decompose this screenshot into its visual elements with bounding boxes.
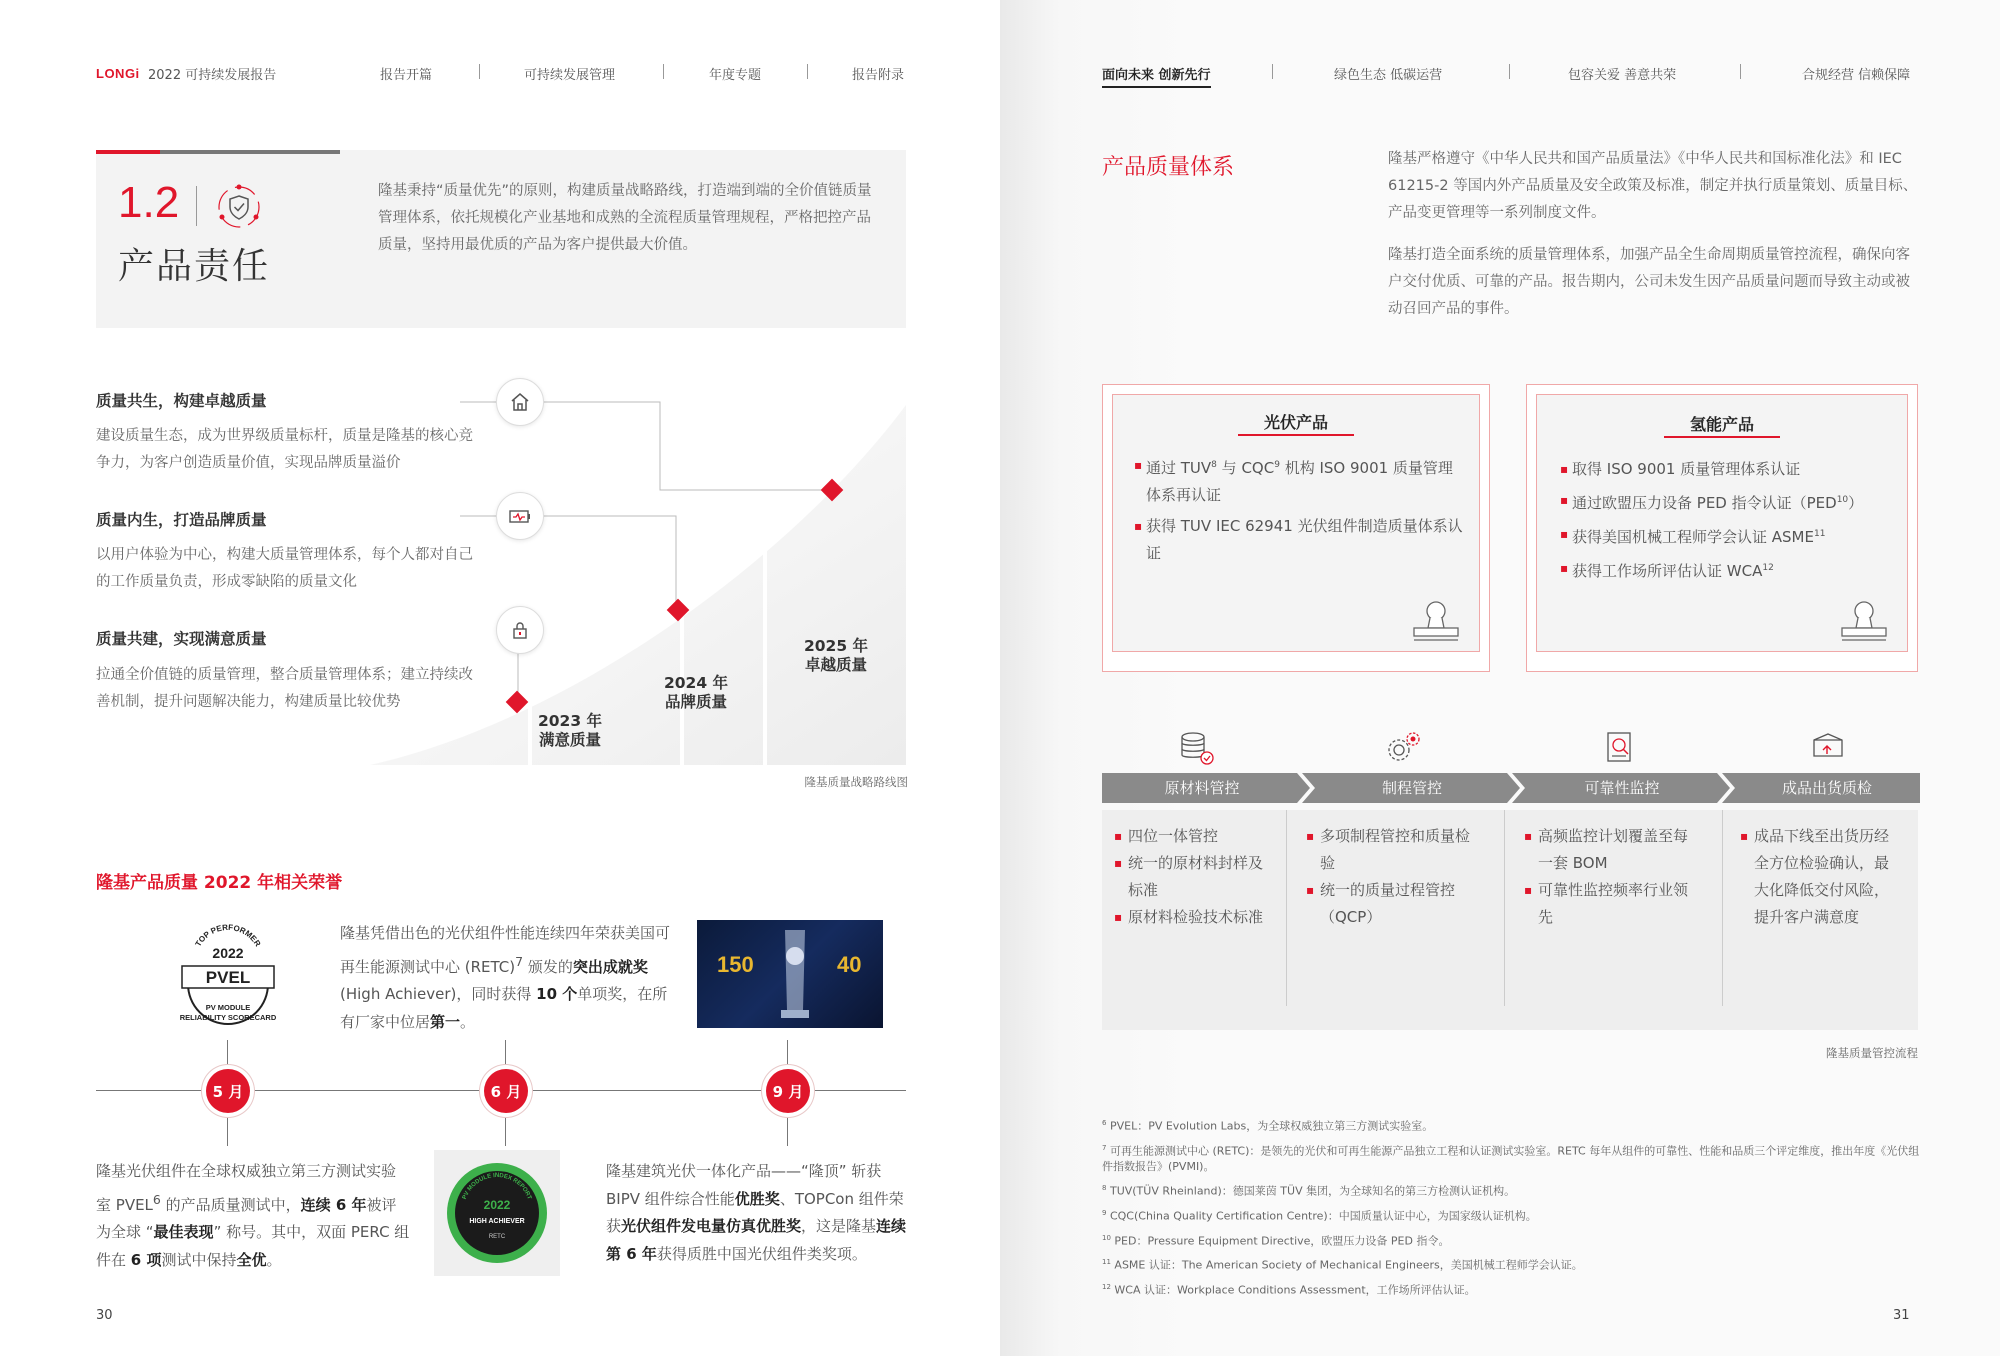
- footnote-text: ASME 认证：The American Society of Mechanical Engineers，美国机械工程师学会认证。: [1114, 1258, 1583, 1272]
- footnote-number: 8: [1102, 1184, 1107, 1193]
- quality-system-para1: 隆基严格遵守《中华人民共和国产品质量法》《中华人民共和国标准化法》和 IEC 61215-2 等国内外产品质量及安全政策及标准，制定并执行质量策划、质量目标、产品变更管理等一系列制度文件。: [1388, 151, 1918, 221]
- highlight-text: 连续第 6 年: [606, 1217, 907, 1263]
- footnote-text: PVEL：PV Evolution Labs，为全球权威独立第三方测试实验室。: [1109, 1119, 1434, 1133]
- highlight-text: 最佳表现: [153, 1223, 214, 1241]
- process-item: ▪ 四位一体管控: [1114, 823, 1274, 850]
- certificate-stamp-icon: [1410, 598, 1462, 648]
- nav-inclusive-care[interactable]: 包容关爱 善意共荣: [1568, 68, 1677, 83]
- process-item: ▪ 原材料检验技术标准: [1114, 904, 1274, 931]
- process-item: ▪ 高频监控计划覆盖至每一套 BOM: [1524, 823, 1694, 877]
- footnote-ref: 9: [1274, 460, 1280, 470]
- cert-list: [1562, 456, 1892, 585]
- inspection-icon: [1600, 728, 1640, 768]
- process-item: ▪ 统一的质量过程管控（QCP）: [1306, 877, 1476, 931]
- nav-separator: [1509, 64, 1510, 79]
- page-number-right: 31: [1893, 1308, 1910, 1323]
- text-segment: 。: [266, 1250, 282, 1269]
- footnote-ref: 11: [1813, 529, 1826, 539]
- text-segment: 隆基凭借出色的光伏组件性能连续四年荣获美国可再生能源测试中心 (RETC): [340, 924, 671, 976]
- process-step-label: 制程管控: [1381, 779, 1442, 797]
- footnote-ref: 7: [515, 953, 524, 969]
- process-step-label: 可靠性监控: [1584, 779, 1660, 797]
- cert-item: [1562, 555, 1892, 585]
- section-divider: [196, 186, 197, 226]
- section-intro: 隆基秉持“质量优先”的原则，构建质量战略路线，打造端到端的全价值链质量管理体系，依托规模化产业基地和成熟的全流程质量管理规程，严格把控产品质量，坚持用最优质的产品为客户提供最大价值。: [378, 183, 872, 253]
- footnote-number: 7: [1102, 1143, 1107, 1152]
- text-segment: 获得工作场所评估认证 WCA: [1572, 562, 1763, 580]
- text-segment: 通过 TUV: [1146, 459, 1212, 477]
- footnote-number: 9: [1102, 1208, 1107, 1217]
- footnote-text: TUV(TÜV Rheinland)：德国莱茵 TÜV 集团，为全球知名的第三方检测认证机构。: [1109, 1184, 1516, 1198]
- text-segment: ” 称号。其中，双面 PERC 组件在: [96, 1223, 410, 1269]
- highlight-text: 突出成就奖: [572, 957, 648, 976]
- section-accent-bar-gray: [160, 150, 340, 154]
- footnote-number: 12: [1102, 1282, 1111, 1291]
- nav-innovation[interactable]: 面向未来 创新先行: [1102, 64, 1211, 88]
- highlight-text: 全优: [236, 1250, 267, 1269]
- cert-item: [1562, 487, 1892, 517]
- column-separator: [1722, 810, 1723, 1006]
- roadmap-caption: 隆基质量战略路线图: [804, 775, 908, 789]
- month-badge-may: 5 月: [206, 1069, 250, 1113]
- text-segment: 获得美国机械工程师学会认证 ASME: [1572, 528, 1814, 546]
- footnote-ref: 8: [1211, 460, 1217, 470]
- process-step-items: [1114, 823, 1274, 931]
- pvel-badge-sub2: RELIABILITY SCORECARD: [179, 1013, 277, 1022]
- principle-body: 拉通全价值链的质量管理，整合质量管理体系；建立持续改善机制，提升问题解决能力，构建质量比较优势: [96, 667, 473, 710]
- quality-system-title: 产品质量体系: [1102, 155, 1235, 180]
- report-title: 2022 可持续发展报告: [148, 68, 277, 83]
- footnote-ref: 6: [152, 1191, 161, 1207]
- honor-september-text: [606, 1158, 910, 1268]
- text-segment: 与 CQC: [1216, 459, 1275, 477]
- process-item: ▪ 可靠性监控频率行业领先: [1524, 877, 1694, 931]
- nav-report-appendix[interactable]: 报告附录: [852, 68, 905, 83]
- text-segment: 被评为全球 “: [96, 1195, 397, 1241]
- timeline-connector: [505, 1114, 506, 1146]
- pvel-badge-sub1: PV MODULE: [205, 1003, 251, 1012]
- process-step-items: [1740, 823, 1900, 931]
- roadmap-year-label: 品牌质量: [664, 693, 727, 711]
- highlight-text: 第一: [430, 1012, 461, 1031]
- process-item: ▪ 成品下线至出货历经全方位检验确认，最大化降低交付风险，提升客户满意度: [1740, 823, 1900, 931]
- section-accent-bar: [96, 150, 160, 154]
- roadmap-year: 2025 年: [803, 637, 869, 655]
- nav-report-opening[interactable]: 报告开篇: [380, 68, 433, 83]
- nav-separator: [1740, 64, 1741, 79]
- roadmap-year-label: 卓越质量: [804, 656, 867, 674]
- footnote-text: PED：Pressure Equipment Directive，欧盟压力设备 PED 指令。: [1114, 1234, 1450, 1248]
- principle-title: 质量共建，实现满意质量: [96, 630, 267, 648]
- column-separator: [1286, 810, 1287, 1006]
- nav-separator: [807, 64, 808, 79]
- footnote: [1102, 1140, 1922, 1176]
- footnote-ref: 12: [1762, 563, 1774, 573]
- cert-item: ▪ 取得 ISO 9001 质量管理体系认证: [1562, 456, 1892, 483]
- text-segment: 隆基光伏组件在全球权威独立第三方测试实验室 PVEL: [96, 1162, 397, 1214]
- principle-body: 建设质量生态，成为世界级质量标杆，质量是隆基的核心竞争力，为客户创造质量价值，实现品牌质量溢价: [96, 428, 473, 471]
- text-segment: 颁发的: [523, 957, 573, 976]
- footnote-ref: 10: [1836, 495, 1849, 505]
- process-step-items: [1306, 823, 1476, 931]
- cert-title-underline: [1238, 434, 1354, 436]
- month-badge-september: 9 月: [766, 1069, 810, 1113]
- nav-separator: [663, 64, 664, 79]
- certificate-stamp-icon: [1838, 598, 1890, 648]
- highlight-text: 10 个: [536, 985, 578, 1003]
- footnote: [1102, 1230, 1922, 1250]
- longi-logo: LONGi: [96, 66, 140, 81]
- cert-title-underline: [1664, 436, 1780, 438]
- nav-annual-topic[interactable]: 年度专题: [709, 68, 762, 83]
- footnote-number: 11: [1102, 1258, 1111, 1267]
- text-segment: ，这是隆基: [801, 1217, 877, 1235]
- nav-compliance[interactable]: 合规经营 信赖保障: [1802, 68, 1911, 83]
- process-caption: 隆基质量管控流程: [1826, 1046, 1918, 1060]
- footnotes: [1102, 1115, 1922, 1299]
- database-icon: [1176, 728, 1216, 768]
- gears-icon: [1384, 728, 1424, 768]
- process-step-label: 原材料管控: [1164, 779, 1240, 797]
- text-segment: 。: [460, 1012, 476, 1031]
- section-number: 1.2: [118, 178, 180, 227]
- nav-separator: [479, 64, 480, 79]
- quality-shield-icon: [212, 180, 266, 234]
- nav-green-ecology[interactable]: 绿色生态 低碳运营: [1334, 68, 1443, 83]
- footnote-text: 可再生能源测试中心 (RETC)：是领先的光伏和可再生能源产品独立工程和认证测试实验室。RETC 每年从组件的可靠性、性能和品质三个评定维度，推出年度《光伏组件指数报告》(PVMI)。: [1102, 1144, 1920, 1174]
- battery-icon: [496, 492, 544, 540]
- text-segment: 、TOPCon 组件荣获: [606, 1189, 904, 1235]
- process-flow-labels: [1102, 773, 1922, 803]
- text-segment: 通过欧盟压力设备 PED 指令认证（PED: [1572, 494, 1837, 512]
- text-segment: (High Achiever)，同时获得: [340, 985, 537, 1003]
- page-number-left: 30: [96, 1308, 113, 1323]
- retc-badge-top-text: PV MODULE INDEX REPORT: [461, 1172, 533, 1201]
- text-segment: 隆基建筑光伏一体化产品——“隆顶” 斩获 BIPV 组件综合性能: [606, 1162, 882, 1208]
- trophy-number-right: 40: [837, 952, 862, 977]
- roadmap-year: 2024 年: [663, 674, 729, 692]
- cert-title: 光伏产品: [1263, 413, 1328, 432]
- trophy-number-left: 150: [717, 952, 754, 977]
- pvel-badge: [160, 920, 296, 1030]
- retc-badge-org: RETC: [488, 1234, 506, 1240]
- footnote: [1102, 1180, 1922, 1200]
- footnote-number: 6: [1102, 1119, 1107, 1127]
- footnote-text: WCA 认证：Workplace Conditions Assessment，工作场所评估认证。: [1114, 1283, 1476, 1297]
- footnote: [1102, 1115, 1922, 1135]
- timeline-connector: [787, 1114, 788, 1146]
- retc-badge: [434, 1150, 560, 1276]
- retc-badge-year: 2022: [483, 1198, 511, 1212]
- cert-item: [1136, 452, 1466, 509]
- home-icon: [496, 378, 544, 426]
- cert-item: [1562, 521, 1892, 551]
- quality-system-para2: 隆基打造全面系统的质量管理体系，加强产品全生命周期质量管控流程，确保向客户交付优质、可靠的产品。报告期内，公司未发生因产品质量问题而导致主动或被动召回产品的事件。: [1388, 247, 1910, 317]
- process-item: ▪ 统一的原材料封样及标准: [1114, 850, 1274, 904]
- month-badge-june: 6 月: [484, 1069, 528, 1113]
- section-title: 产品责任: [118, 246, 271, 287]
- cert-list: [1136, 452, 1466, 567]
- nav-separator: [1272, 64, 1273, 79]
- footnote-number: 10: [1102, 1233, 1111, 1242]
- retc-badge-mid: HIGH ACHIEVER: [469, 1218, 525, 1225]
- timeline-connector: [787, 1040, 788, 1066]
- roadmap-year: 2023 年: [537, 712, 603, 730]
- process-step-label: 成品出货质检: [1781, 779, 1872, 797]
- cert-item: ▪ 获得 TUV IEC 62941 光伏组件制造质量体系认证: [1136, 513, 1466, 567]
- timeline-connector: [227, 1040, 228, 1066]
- principle-title: 质量内生，打造品牌质量: [96, 511, 267, 529]
- footnote-text: CQC(China Quality Certification Centre)：中国质量认证中心，为国家级认证机构。: [1109, 1209, 1537, 1223]
- footnote: [1102, 1279, 1922, 1299]
- timeline-connector: [505, 1040, 506, 1066]
- quality-roadmap-chart: [370, 380, 910, 770]
- process-item: ▪ 多项制程管控和质量检验: [1306, 823, 1476, 877]
- pvel-badge-top-text: TOP PERFORMER: [193, 922, 263, 949]
- highlight-text: 优胜奖: [734, 1189, 780, 1208]
- honor-june-text: [340, 920, 670, 1036]
- honors-title: 隆基产品质量 2022 年相关荣誉: [96, 873, 343, 893]
- roadmap-year-2025: [786, 637, 886, 675]
- roadmap-year-2023: [520, 712, 620, 750]
- principle-title: 质量共生，构建卓越质量: [96, 392, 267, 410]
- text-segment: 单项奖，在所有厂家中位居: [340, 985, 668, 1031]
- highlight-text: 连续 6 年: [300, 1195, 367, 1214]
- timeline-connector: [227, 1114, 228, 1146]
- text-segment: 的产品质量测试中，: [160, 1195, 301, 1214]
- principle-body: 以用户体验为中心，构建大质量管理体系，每个人都对自己的工作质量负责，形成零缺陷的质量文化: [96, 547, 473, 590]
- pvel-badge-name: PVEL: [205, 968, 251, 987]
- roadmap-year-label: 满意质量: [538, 731, 601, 749]
- trophy-photo: [697, 920, 883, 1028]
- text-segment: 获得质胜中国光伏组件类奖项。: [656, 1244, 867, 1263]
- lock-icon: [496, 606, 544, 654]
- column-separator: [1504, 810, 1505, 1006]
- pvel-badge-year: 2022: [212, 945, 244, 961]
- cert-title: 氢能产品: [1689, 415, 1754, 434]
- text-segment: 机构 ISO 9001 质量管理体系再认证: [1146, 459, 1453, 504]
- footnote: [1102, 1254, 1922, 1274]
- shipment-icon: [1808, 728, 1848, 768]
- honor-may-text: [96, 1158, 410, 1274]
- process-step-items: [1524, 823, 1694, 931]
- roadmap-year-2024: [646, 674, 746, 712]
- text-segment: ）: [1848, 494, 1864, 512]
- footnote: [1102, 1205, 1922, 1225]
- highlight-text: 光伏组件发电量仿真优胜奖: [621, 1217, 802, 1235]
- nav-sustainability-management[interactable]: 可持续发展管理: [524, 68, 616, 83]
- highlight-text: 6 项: [130, 1250, 162, 1269]
- text-segment: 测试中保持: [161, 1250, 237, 1269]
